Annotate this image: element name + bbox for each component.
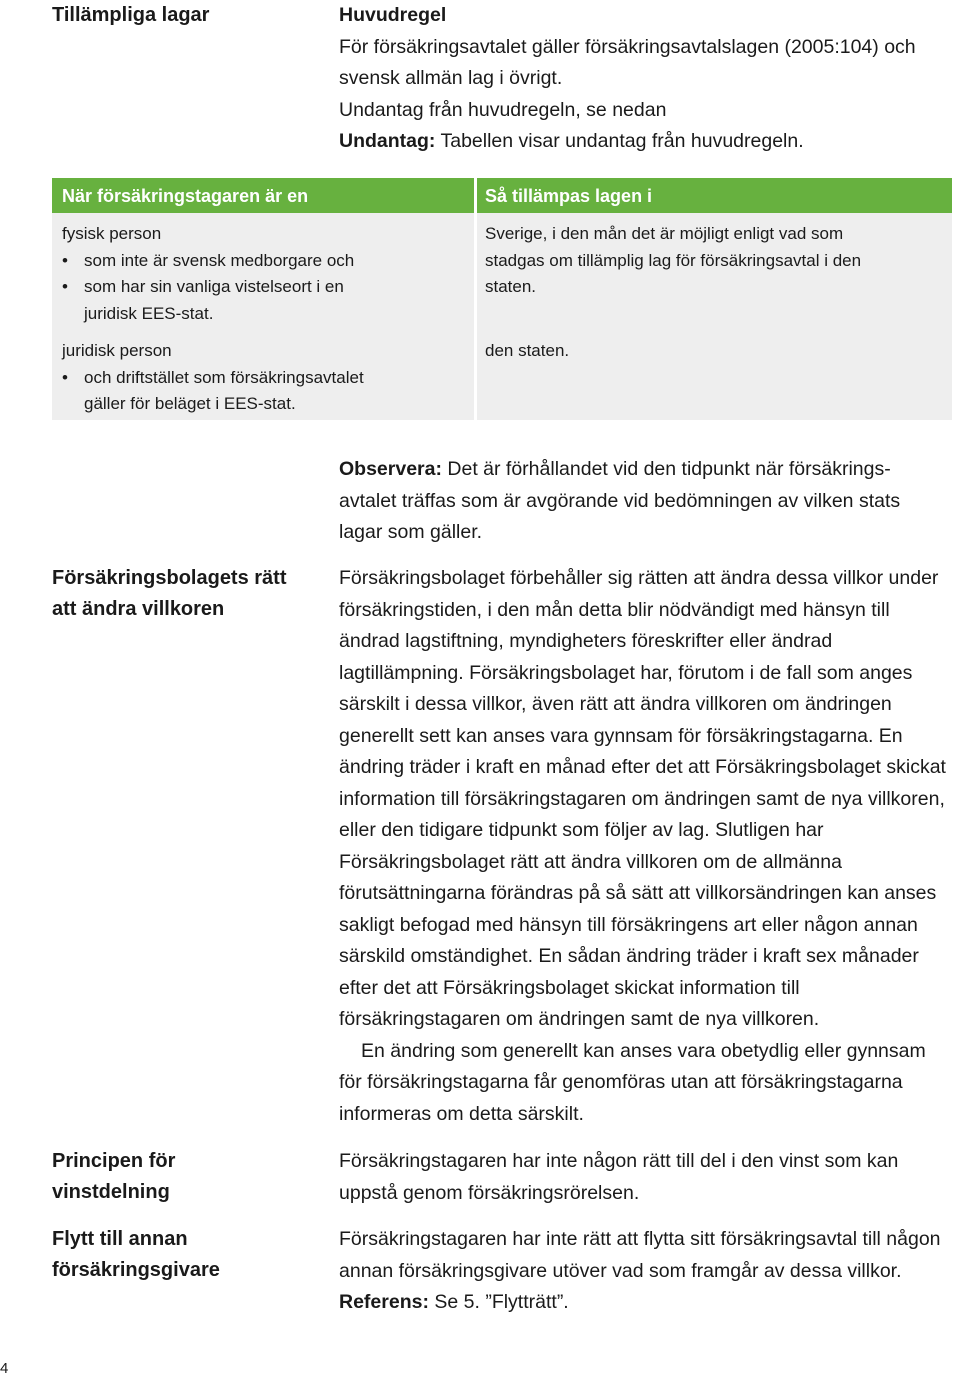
change-terms-body (339, 563, 951, 1130)
exception-text: Tabellen visar undantag från huvudregeln. (435, 130, 804, 152)
main-rule-block (339, 0, 949, 158)
reference-text: Se 5. ”Flytträtt”. (428, 1291, 569, 1313)
table-header-divider (474, 178, 477, 213)
row1-bullet-2: • som har sin vanliga vistelseort i en juridisk EES-stat. (62, 274, 384, 327)
table-column-divider (474, 213, 477, 420)
observe-note (339, 454, 939, 549)
row2-bullet-1: • och driftstället som försäkringsavtalet gäller för beläget i EES-stat. (62, 365, 404, 418)
transfer-text: Försäkringstagaren har inte rätt att flytta sitt försäkringsavtal till någon annan försäkringsgivare utöver vad som framgår av dessa villkor. (339, 1228, 941, 1282)
table-row-1-left (62, 221, 467, 327)
transfer-heading-line1: Flytt till annan (52, 1228, 188, 1250)
exception-label: Undantag: (339, 130, 436, 152)
change-terms-heading-line1: Försäkringsbolagets rätt (52, 567, 287, 589)
main-rule-title: Huvudregel (339, 4, 447, 26)
profit-sharing-text: Försäkringstagaren har inte någon rätt till del i den vinst som kan uppstå genom försäkringsrörelsen. (339, 1150, 899, 1204)
table-header-col1: När försäkringstagaren är en (62, 186, 309, 206)
section-heading-change-terms (52, 563, 287, 625)
transfer-body (339, 1224, 951, 1319)
section-heading-profit-sharing (52, 1146, 175, 1208)
exception-line: Undantag från huvudregeln, se nedan (339, 98, 667, 121)
table-row-2-right: den staten. (485, 341, 570, 360)
change-terms-para1: Försäkringsbolaget förbehåller sig rätten att ändra dessa villkor under försäkringstiden, i den mån detta blir nödvändigt med hänsyn till ändrad lagstiftning, myndigheters föreskrifter eller ändrad lagtillämpning. Försäkringsbolaget har, förutom i de fall som anges särskilt i dessa villkor, även rätt att ändra villkoren om ändringen generellt sett kan anses vara gynnsam för försäkringstagarna. En ändring träder i kraft en månad efter det att Försäkringsbolaget skickat information till försäkringstagaren om ändringen samt de nya villkoren, eller den tidigare tidpunkt som följer av lag. Slutligen har Försäkringsbolaget rätt att ändra villkoren om de allmänna förutsättningarna förändras på så sätt att villkorsändringen kan anses sakligt befogad med hänsyn till försäkringens art eller någon annan särskild omständighet. En sådan ändring träder i kraft sex månader efter det att Försäkringsbolaget skickat information till försäkringstagaren om ändringen samt de nya villkoren. (339, 567, 946, 1030)
page-number: 4 (0, 1360, 9, 1377)
row1-bullet-1: • som inte är svensk medborgare och (62, 248, 467, 275)
row2-title: juridisk person (62, 341, 172, 360)
table-header (52, 178, 952, 213)
row1-title: fysisk person (62, 224, 162, 243)
transfer-reference (339, 1287, 951, 1319)
reference-label: Referens: (339, 1291, 429, 1313)
transfer-heading-line2: försäkringsgivare (52, 1259, 220, 1281)
change-terms-para2: En ändring som generellt kan anses vara obetydlig eller gynnsam för försäkringstagarna får genomföras utan att försäkringstagarna informeras om detta särskilt. (339, 1039, 926, 1125)
profit-heading-line2: vinstdelning (52, 1181, 170, 1203)
change-terms-heading-line2: att ändra villkoren (52, 598, 225, 620)
observe-label: Observera: (339, 458, 442, 480)
main-rule-text: För försäkringsavtalet gäller försäkringsavtalslagen (2005:104) och svensk allmän lag i övrigt. (339, 35, 916, 89)
table-header-col2: Så tillämpas lagen i (485, 186, 653, 206)
table-row-1-right: Sverige, i den mån det är möjligt enligt vad som stadgas om tillämplig lag för försäkringsavtal i den staten. (485, 224, 862, 296)
exceptions-table (52, 178, 952, 420)
table-row-2-left (62, 338, 467, 418)
exception-note (339, 126, 949, 158)
section-heading-transfer (52, 1224, 220, 1286)
section-heading-applicable-laws: Tillämpliga lagar (52, 4, 210, 26)
observe-text: Det är förhållandet vid den tidpunkt när försäkringsavtalet träffas som är avgörande vid bedömningen av vilken stats lagar som gäller. (339, 458, 901, 543)
profit-heading-line1: Principen för (52, 1150, 176, 1172)
